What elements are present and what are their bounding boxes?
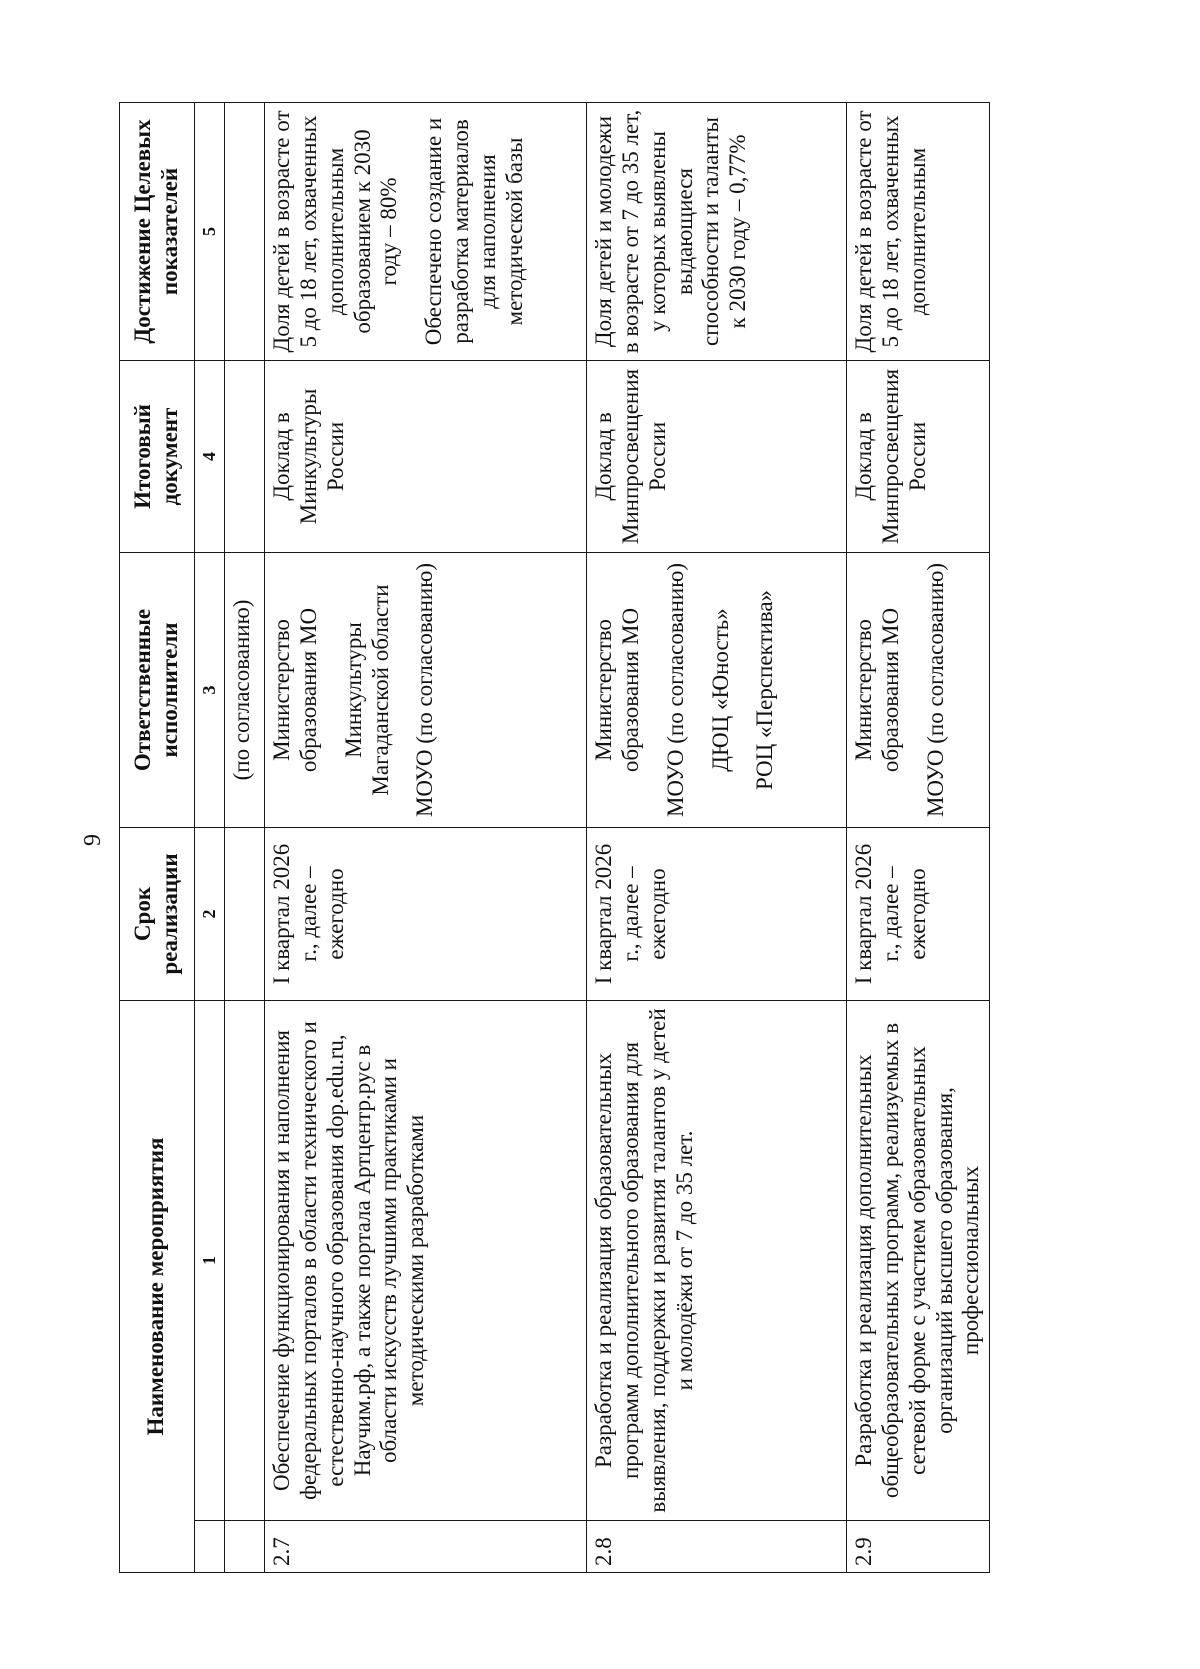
cont-blank-2 — [224, 1000, 264, 1520]
row-term: I квартал 2026 г., далее – ежегодно — [264, 827, 586, 1000]
table-row — [846, 102, 990, 1572]
colnum-4: 4 — [194, 360, 224, 552]
row-document: Доклад в Минкультуры России — [264, 360, 586, 552]
row-number: 2.7 — [264, 1521, 586, 1573]
column-number-row — [194, 102, 224, 1572]
executor: РОЦ «Перспектива» — [752, 589, 778, 791]
colnum-5: 5 — [194, 102, 224, 360]
row-activity-name: Разработка и реализация дополнительных общеобразовательных программ, реализуемых в сетевой форме с участием образовательных организаций высшего образования, профессиональных — [846, 1000, 990, 1520]
row-activity-name: Разработка и реализация образовательных программ дополнительного образования для выявления, поддержки и развития талантов у детей и молодёжи от 7 до 35 лет. — [586, 1000, 846, 1520]
row-indicators: Доля детей в возрасте от 5 до 18 лет, охваченных дополнительным — [846, 102, 990, 360]
activities-table — [119, 102, 990, 1573]
row-document: Доклад в Минпросвещения России — [846, 360, 990, 552]
row-executors — [586, 552, 846, 827]
cont-blank-3 — [224, 827, 264, 1000]
header-term: Срок реализации — [120, 827, 195, 1000]
cont-blank-4 — [224, 360, 264, 552]
row-number: 2.8 — [586, 1521, 846, 1573]
row-number: 2.9 — [846, 1521, 990, 1573]
row-executors — [846, 552, 990, 827]
row-term: I квартал 2026 г., далее – ежегодно — [846, 827, 990, 1000]
row-activity-name: Обеспечение функционирования и наполнения федеральных порталов в области технического и естественно-научного образования dop.edu.ru, Научим.рф, а также портала Артцентр.рус в области искусств лучшими практиками и методическими разработками — [264, 1000, 586, 1520]
header-row — [120, 102, 195, 1572]
executor: Минкультуры Магаданской области — [340, 584, 393, 796]
continuation-row — [224, 102, 264, 1572]
continuation-executors: (по согласованию) — [224, 552, 264, 827]
rotated-page-content — [119, 103, 1044, 1573]
executor: Министерство образования МО — [268, 607, 321, 773]
header-executors: Ответственные исполнители — [120, 552, 195, 827]
executor: МОУО (по согласованию) — [412, 562, 438, 818]
row-term: I квартал 2026 г., далее – ежегодно — [586, 827, 846, 1000]
executor: МОУО (по согласованию) — [922, 562, 948, 818]
executor: МОУО (по согласованию) — [662, 562, 688, 818]
executor: ДЮЦ «Юность» — [707, 608, 733, 772]
table-row — [264, 102, 586, 1572]
colnum-2: 2 — [194, 827, 224, 1000]
cont-blank-5 — [224, 102, 264, 360]
row-document: Доклад в Минпросвещения России — [586, 360, 846, 552]
header-name: Наименование мероприятия — [120, 1000, 195, 1572]
indicator: Обеспечено создание и разработка материалов для наполнения методической базы — [421, 117, 528, 346]
colnum-3: 3 — [194, 552, 224, 827]
page-number: 9 — [80, 834, 106, 846]
header-document: Итоговый документ — [120, 360, 195, 552]
executor: Министерство образования МО — [590, 607, 643, 773]
row-executors — [264, 552, 586, 827]
row-indicators: Доля детей и молодежи в возрасте от 7 до 35 лет, у которых выявлены выдающиеся способности и таланты к 2030 году – 0,77% — [586, 102, 846, 360]
header-indicators: Достижение Целевых показателей — [120, 102, 195, 360]
indicator: Доля детей в возрасте от 5 до 18 лет, охваченных дополнительным образованием к 2030 году – 80% — [268, 110, 402, 353]
colnum-1: 1 — [194, 1000, 224, 1520]
cont-blank-1 — [224, 1521, 264, 1573]
colnum-blank — [194, 1521, 224, 1573]
table-row — [586, 102, 846, 1572]
row-indicators — [264, 102, 586, 360]
executor: Министерство образования МО — [850, 607, 903, 773]
